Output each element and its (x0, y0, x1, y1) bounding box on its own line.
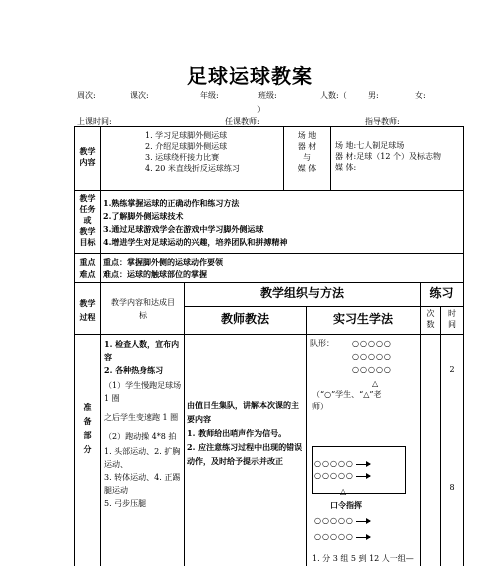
practice-header: 练习 (429, 286, 454, 300)
prep-content (104, 338, 182, 510)
prep-item: 之后学生变速跑 1 圈 (104, 413, 179, 422)
drill-circles: ○○○○○ (314, 516, 354, 525)
prep-item: （1）学生慢跑足球场 1 圈 (104, 381, 182, 403)
lesson-label: 课次: (130, 91, 149, 100)
goal-item: 3.通过足球游戏学会在游戏中学习脚外侧运球 (103, 224, 264, 234)
guide-label: 指导教师: (365, 117, 400, 126)
goals-label: 教学 任务 或 教学 目标 (79, 193, 96, 247)
prep-item: 1. 头部运动、2. 扩胸运动、 (104, 447, 181, 469)
content-item: 3. 运球绕杆接力比赛 (145, 153, 220, 162)
keypoints-block (103, 256, 463, 280)
teacher-label: 任课教师: (225, 117, 260, 126)
male-label: 男: (368, 91, 379, 100)
key-point: 重点：掌握脚外侧的运球动作要领 (103, 257, 223, 267)
page-title: 足球运球教案 (187, 64, 313, 88)
table-line (100, 126, 101, 566)
practice-count: 8 (449, 483, 455, 492)
formation-label: 队形： (310, 339, 334, 348)
venue-label: 场 地 器 材 与 媒 体 (297, 131, 317, 173)
grade-label: 年级: (200, 91, 219, 100)
prep-item: 1. 检查人数，宣布内容 (104, 339, 180, 362)
goal-item: 2.了解脚外侧运球技术 (103, 211, 184, 221)
prep-item: 2. 各种热身练习 (104, 365, 164, 375)
formation-row: ○○○○○ (352, 339, 392, 348)
times-header: 次 数 (426, 309, 435, 329)
legend-line: 师） (312, 402, 328, 411)
drill-row (314, 531, 370, 542)
process-header: 教学 过程 (79, 298, 96, 322)
table-line (74, 334, 464, 335)
teacher-method-item: 2. 应注意练习过程中出现的错误动作，及时给予提示并改正 (187, 442, 303, 466)
org-method-header: 教学组织与方法 (259, 286, 344, 300)
teacher-method-item: 1. 教师给出哨声作为信号。 (187, 428, 287, 438)
drill-circles: ○○○○○ (314, 471, 354, 480)
prep-item: 3. 转体运动、4. 正踢腿运动 (104, 473, 181, 495)
table-line (184, 306, 464, 307)
legend-line: （“○”学生、“△”老 (312, 390, 382, 399)
table-border-right (463, 126, 464, 566)
formation-row: ○○○○○ (352, 365, 392, 374)
media-text: 媒 体: (335, 163, 357, 172)
female-label: 女: (415, 91, 426, 100)
arrow-icon (356, 464, 370, 465)
people-label: 人数:（ (320, 91, 347, 100)
drill-row (314, 458, 370, 469)
drill-circles: ○○○○○ (314, 459, 354, 468)
teacher-method-header: 教师教法 (220, 312, 269, 326)
drill-row (314, 515, 370, 526)
venue-block (335, 140, 463, 173)
formation-row: ○○○○○ (352, 352, 392, 361)
goal-item: 4.增进学生对足球运动的兴趣，培养团队和拼搏精神 (103, 237, 288, 247)
teacher-method-text (187, 398, 304, 468)
drill-circles: ○○○○○ (314, 532, 354, 541)
drill-row (314, 470, 370, 481)
difficult-point: 难点：运球的触球部位的掌握 (103, 269, 207, 279)
bottom-text: 1. 分 3 组 5 到 12 人一组— (312, 554, 414, 563)
content-label: 教学 内容 (79, 146, 96, 167)
time-label: 上课时间: (77, 117, 112, 126)
table-line (74, 253, 464, 254)
content-list (145, 130, 281, 174)
arrow-icon (356, 476, 370, 477)
keypoints-label: 重点 难点 (79, 257, 96, 279)
content-item: 4. 20 米直线折反运球练习 (145, 164, 240, 173)
equipment-text: 器 材:足球（12 个）及标志物 (335, 152, 441, 161)
class-label: 班级: (258, 91, 277, 100)
practice-count: 2 (449, 365, 455, 374)
table-line (306, 306, 307, 566)
table-line (74, 190, 464, 191)
table-line (330, 126, 331, 190)
arrow-icon (356, 537, 370, 538)
table-line (440, 306, 441, 566)
content-item: 2. 介绍足球脚外侧运球 (145, 142, 228, 151)
prep-item: 5. 弓步压腿 (104, 499, 147, 508)
table-border-left (74, 126, 75, 566)
goals-list (103, 197, 463, 249)
arrow-icon (356, 521, 370, 522)
prep-item: （2）跑动操 4*8 拍 (104, 432, 177, 441)
prep-label: 准 备 部 分 (83, 402, 92, 454)
close-paren: ） (257, 105, 265, 114)
teacher-method-item: 由值日生集队，讲解本次课的主要内容 (187, 400, 299, 424)
student-method-header: 实习生学法 (332, 312, 393, 326)
venue-text: 场 地:七人制足球场 (335, 141, 405, 150)
content-goal-header: 教学内容和达成目 标 (111, 298, 175, 320)
table-line (74, 282, 464, 283)
duration-header: 时 间 (448, 309, 456, 329)
teacher-triangle-icon: △ (372, 379, 379, 388)
drill-triangle-icon: △ (340, 487, 347, 496)
table-border-top (74, 126, 464, 127)
content-item: 1. 学习足球脚外侧运球 (145, 131, 228, 140)
goal-item: 1.熟练掌握运球的正确动作和练习方法 (103, 198, 240, 208)
command-label: 口令指挥 (330, 500, 362, 510)
week-label: 周次: (77, 91, 96, 100)
